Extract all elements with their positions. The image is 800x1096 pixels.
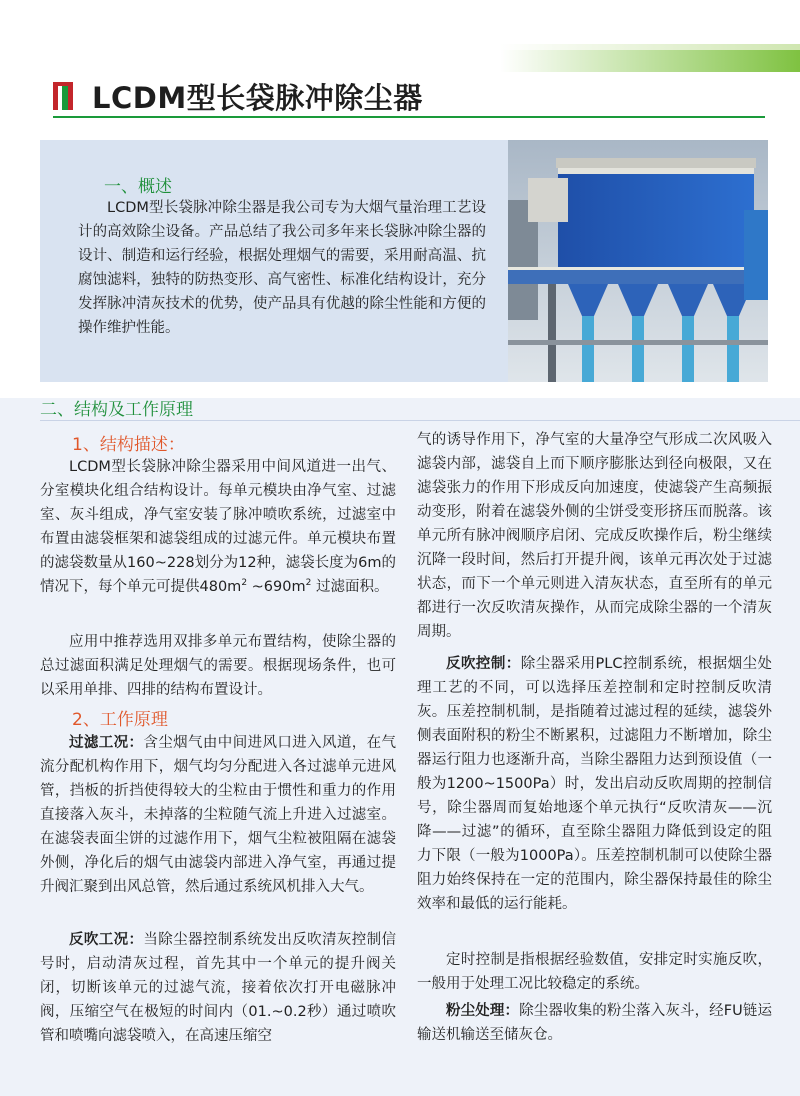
- overview-heading: 一、概述: [104, 177, 172, 197]
- blow-continued-paragraph: 气的诱导作用下，净气室的大量净空气形成二次风吸入滤袋内部，滤袋自上而下顺序膨胀达到径向极限，又在滤袋张力的作用下形成反向加速度，使滤袋产生高频振动变形，附着在滤袋外侧的尘饼受变形挤压而脱落。该单元所有脉冲阀顺序启闭、完成反吹操作后，粉尘继续沉降一段时间，然后打开提升阀，该单元再次处于过滤状态，而下一个单元则进入清灰状态，直至所有的单元都进行一次反吹清灰操作，从而完成除尘器的一个清灰周期。: [417, 432, 772, 640]
- overview-text: LCDM型长袋脉冲除尘器是我公司专为大烟气量治理工艺设计的高效除尘设备。产品总结了我公司多年来长袋脉冲除尘器的设计、制造和运行经验，根据处理烟气的需要，采用耐高温、抗腐蚀滤料，独特的防热变形、高气密性、标准化结构设计，充分发挥脉冲清灰技术的优势，使产品具有优越的除尘性能和方便的操作维护性能。: [78, 200, 486, 336]
- corner-decoration: [500, 50, 800, 72]
- filter-paragraph: [40, 731, 396, 899]
- structure-heading: 1、结构描述：: [72, 435, 185, 455]
- superscript-1: 2: [241, 578, 248, 588]
- section2-heading: 二、结构及工作原理: [40, 400, 193, 420]
- structure-text-1: LCDM型长袋脉冲除尘器采用中间风道进一出气、分室模块化组合结构设计。每单元模块由净气室、过滤室、灰斗组成，净气室安装了脉冲喷吹系统，过滤室中布置由滤袋框架和滤袋组成的过滤元件。单元模块布置的滤袋数量从160~228划分为12种，滤袋长度为6m的情况下，每个单元可提供480m: [40, 459, 396, 595]
- dust-paragraph: [417, 999, 772, 1047]
- structure-paragraph-1: [40, 455, 396, 599]
- superscript-2: 2: [305, 578, 312, 588]
- control-paragraph: [417, 652, 772, 916]
- filter-label: 过滤工况：: [69, 735, 144, 751]
- dust-collector-photo: [508, 140, 768, 382]
- filter-text: 含尘烟气由中间进风口进入风道，在气流分配机构作用下，烟气均匀分配进入各过滤单元进风管，挡板的折挡使得较大的尘粒由于惯性和重力的作用直接落入灰斗，未掉落的尘粒随气流上升进入过滤室。在滤袋表面尘饼的过滤作用下，烟气尘粒被阻隔在滤袋外侧，净化后的烟气由滤袋内部进入净气室，再通过提升阀汇聚到出风总管，然后通过系统风机排入大气。: [40, 735, 396, 895]
- control-label: 反吹控制：: [446, 656, 521, 672]
- control-text: 除尘器采用PLC控制系统，根据烟尘处理工艺的不同，可以选择压差控制和定时控制反吹清灰。压差控制机制，是指随着过滤过程的延续，滤袋外侧表面附积的粉尘不断累积，过滤阻力不断增加，除尘器运行阻力也逐渐升高，当除尘器阻力达到预设值（一般为1200~1500Pa）时，发出启动反吹周期的控制信号，除尘器周而复始地逐个单元执行“反吹清灰——沉降——过滤”的循环，直至除尘器阻力降低到设定的阻力下限（一般为1000Pa）。压差控制机制可以使除尘器阻力始终保持在一定的范围内，除尘器保持最佳的除尘效率和最低的运行能耗。: [417, 656, 772, 912]
- principle-heading: 2、工作原理: [72, 710, 168, 730]
- blow-label: 反吹工况：: [69, 932, 144, 948]
- dust-text: 除尘器收集的粉尘落入灰斗，经FU链运输送机输送至储灰仓。: [417, 1003, 773, 1043]
- structure-paragraph-2: 应用中推荐选用双排多单元布置结构，使除尘器的总过滤面积满足处理烟气的需要。根据现场条件，也可以采用单排、四排的结构布置设计。: [40, 634, 396, 698]
- structure-text-3: 过滤面积。: [311, 579, 389, 595]
- page-title: LCDM型长袋脉冲除尘器: [92, 81, 423, 115]
- brand-logo-icon: [53, 82, 73, 110]
- blow-paragraph: [40, 928, 396, 1048]
- section2-divider: [40, 420, 800, 421]
- title-divider: [53, 116, 765, 118]
- timer-paragraph: 定时控制是指根据经验数值，安排定时实施反吹，一般用于处理工况比较稳定的系统。: [417, 952, 772, 992]
- blow-text-left: 当除尘器控制系统发出反吹清灰控制信号时，启动清灰过程，首先其中一个单元的提升阀关闭，切断该单元的过滤气流，接着依次打开电磁脉冲阀，压缩空气在极短的时间内（01.~0.2秒）通过喷吹管和喷嘴向滤袋喷入，在高速压缩空: [40, 932, 396, 1044]
- dust-label: 粉尘处理：: [446, 1003, 520, 1019]
- structure-text-2: ~690m: [247, 579, 306, 595]
